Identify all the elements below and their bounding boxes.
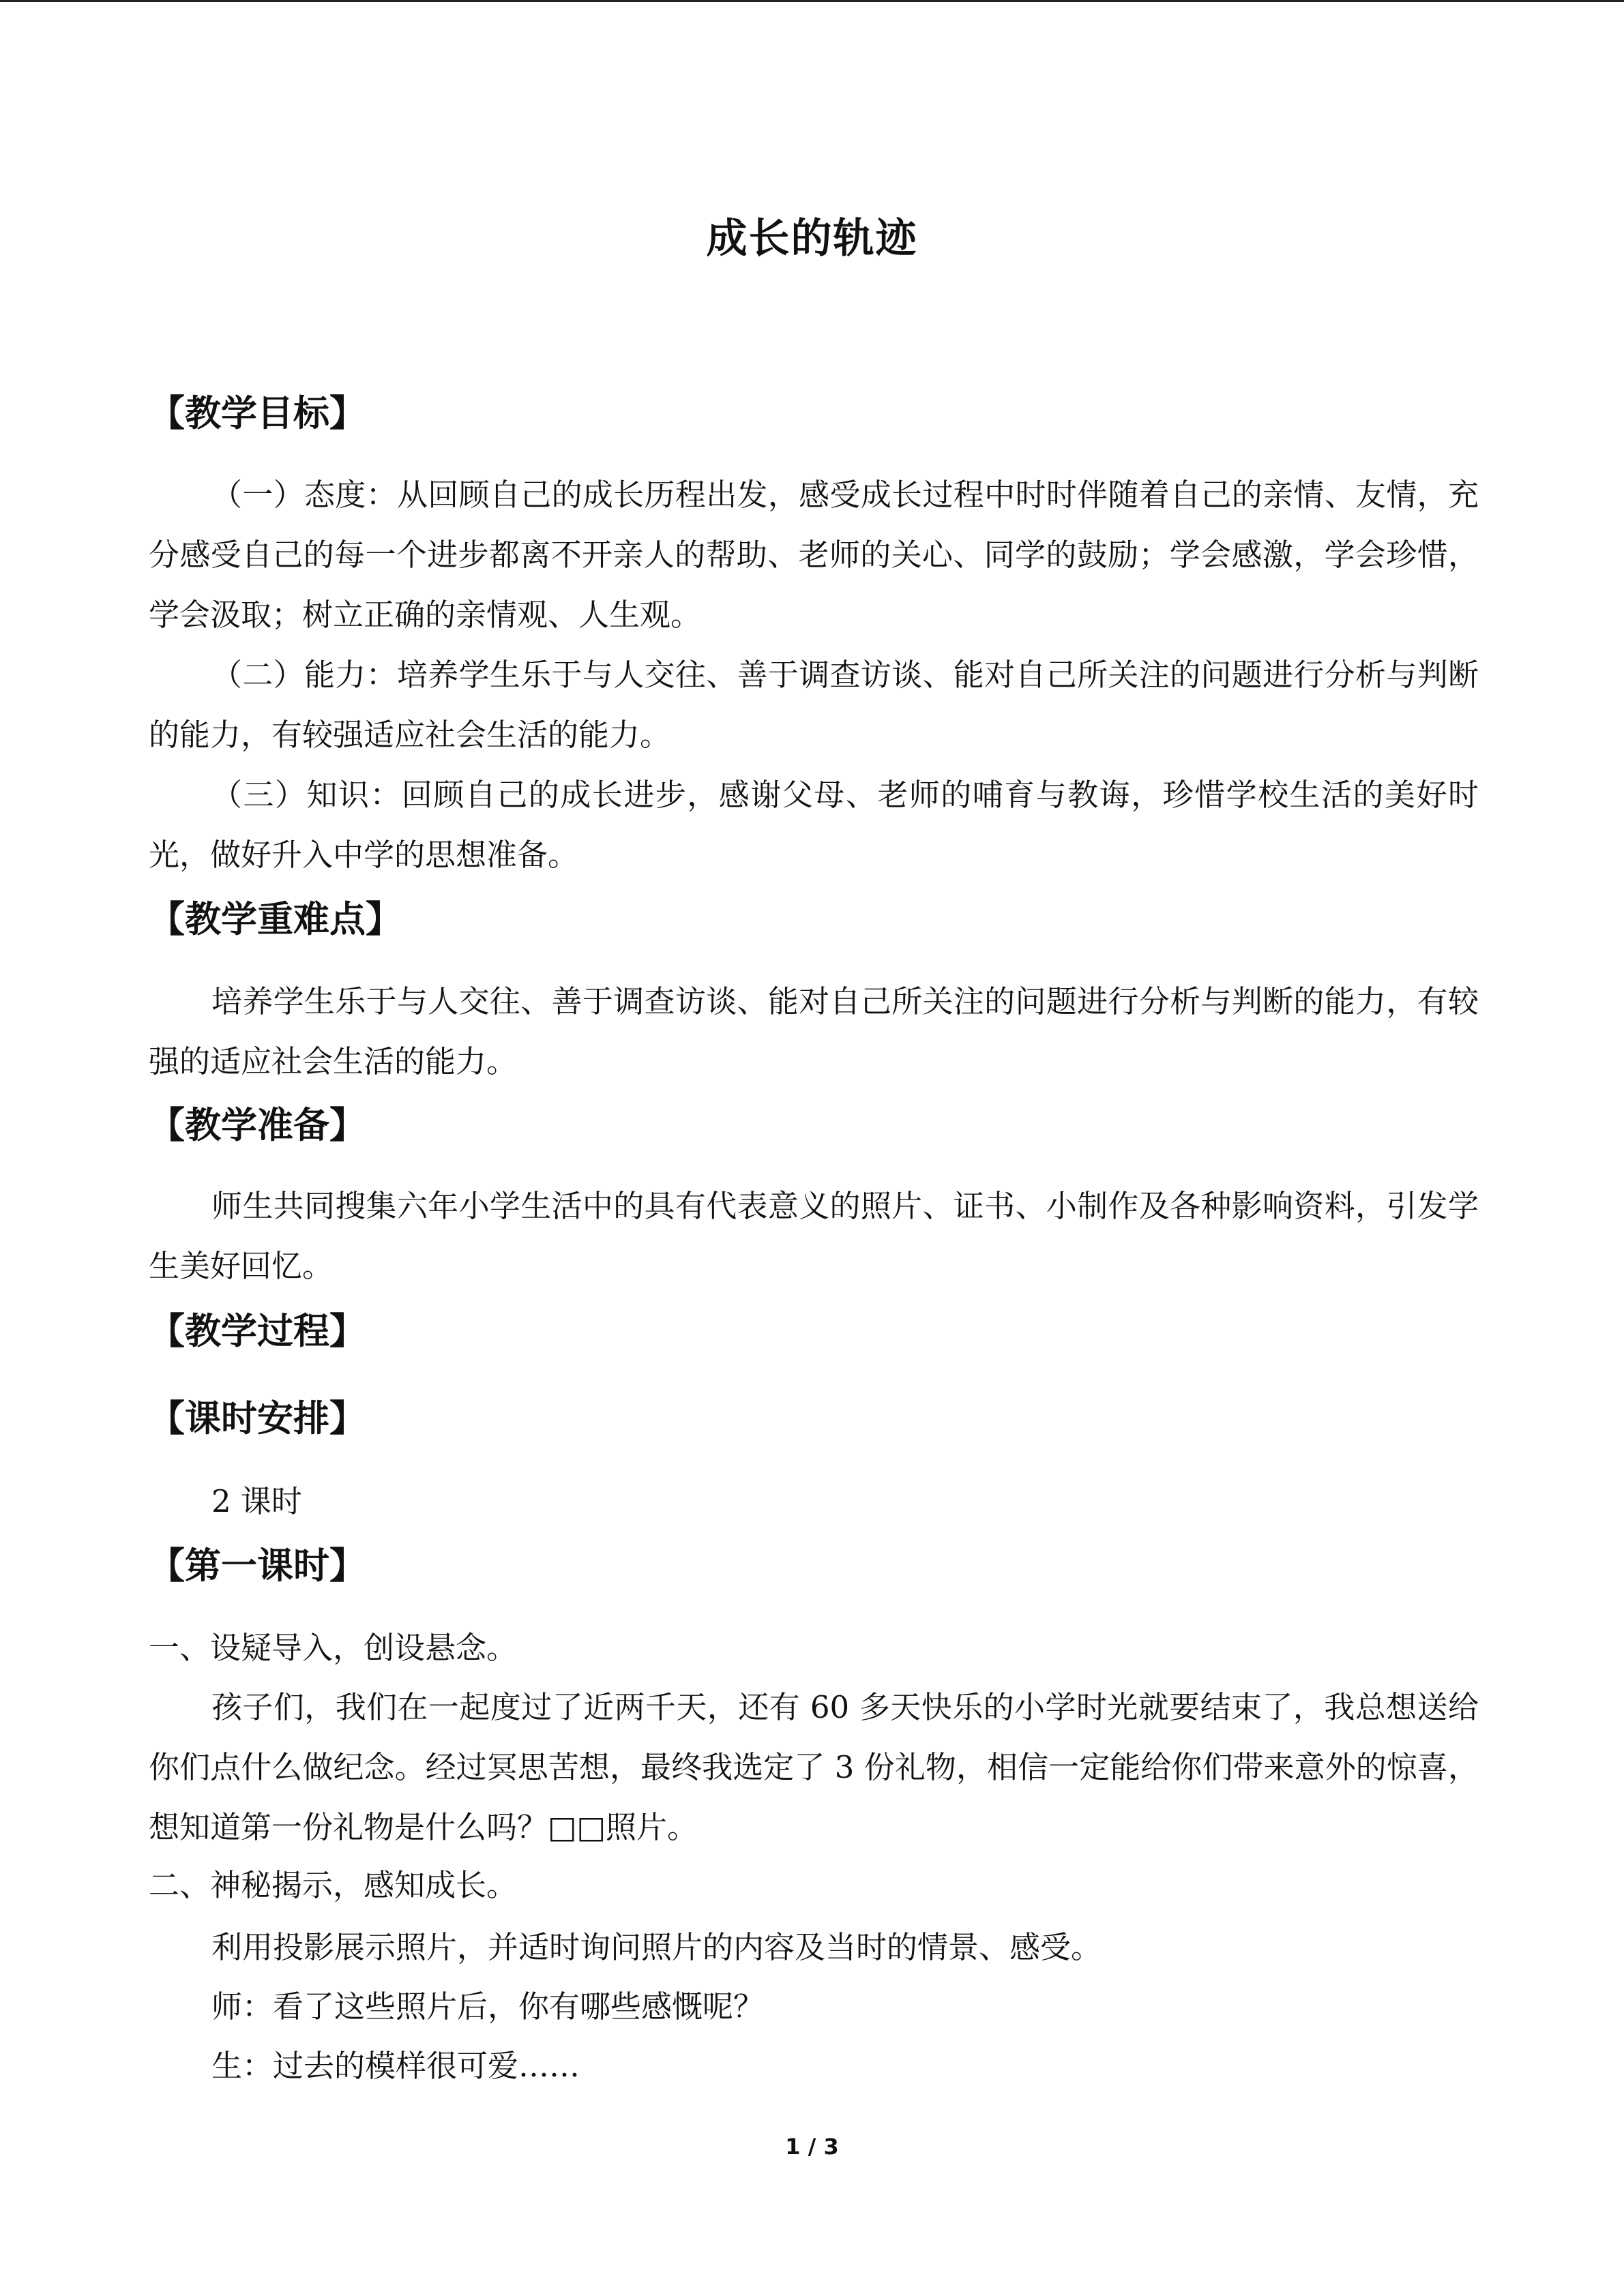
schedule-text: 2 课时 <box>211 1483 302 1519</box>
top-border <box>0 0 1624 2</box>
step-1-text: 孩子们，我们在一起度过了近两千天，还有 60 多天快乐的小学时光就要结束了，我总想送给你们点什么做纪念。经过冥思苦想，最终我选定了 3 份礼物，相信一定能给你们带来意外的惊喜，想知道第一份礼物是什么吗？□□照片。 <box>149 1689 1479 1845</box>
page-title: 成长的轨迹 <box>706 215 918 263</box>
heading-process: 【教学过程】 <box>149 1311 366 1352</box>
preparation-text: 师生共同搜集六年小学生活中的具有代表意义的照片、证书、小制作及各种影响资料，引发学生美好回忆。 <box>149 1188 1479 1284</box>
step-2-title: 二、神秘揭示，感知成长。 <box>149 1867 518 1903</box>
objective-ability: （二）能力：培养学生乐于与人交往、善于调查访谈、能对自己所关注的问题进行分析与判断的能力，有较强适应社会生活的能力。 <box>149 657 1479 753</box>
objective-knowledge: （三）知识：回顾自己的成长进步，感谢父母、老师的哺育与教诲，珍惜学校生活的美好时光，做好升入中学的思想准备。 <box>149 777 1479 873</box>
heading-objectives: 【教学目标】 <box>149 393 366 434</box>
key-points-text: 培养学生乐于与人交往、善于调查访谈、能对自己所关注的问题进行分析与判断的能力，有较强的适应社会生活的能力。 <box>149 983 1479 1079</box>
step-2-line-3: 生：过去的模样很可爱…… <box>211 2048 580 2084</box>
heading-lesson-1: 【第一课时】 <box>149 1545 366 1587</box>
objective-attitude: （一）态度：从回顾自己的成长历程出发，感受成长过程中时时伴随着自己的亲情、友情，充分感受自己的每一个进步都离不开亲人的帮助、老师的关心、同学的鼓励；学会感激，学会珍惜，学会汲取；树立正确的亲情观、人生观。 <box>149 477 1479 633</box>
heading-key-points: 【教学重难点】 <box>149 899 402 940</box>
step-1-title: 一、设疑导入，创设悬念。 <box>149 1630 518 1666</box>
heading-schedule: 【课时安排】 <box>149 1398 366 1440</box>
step-2-line-2: 师：看了这些照片后，你有哪些感慨呢？ <box>211 1988 765 2025</box>
page-number: 1 / 3 <box>785 2134 839 2160</box>
step-2-line-1: 利用投影展示照片，并适时询问照片的内容及当时的情景、感受。 <box>211 1929 1102 1965</box>
heading-preparation: 【教学准备】 <box>149 1105 366 1146</box>
